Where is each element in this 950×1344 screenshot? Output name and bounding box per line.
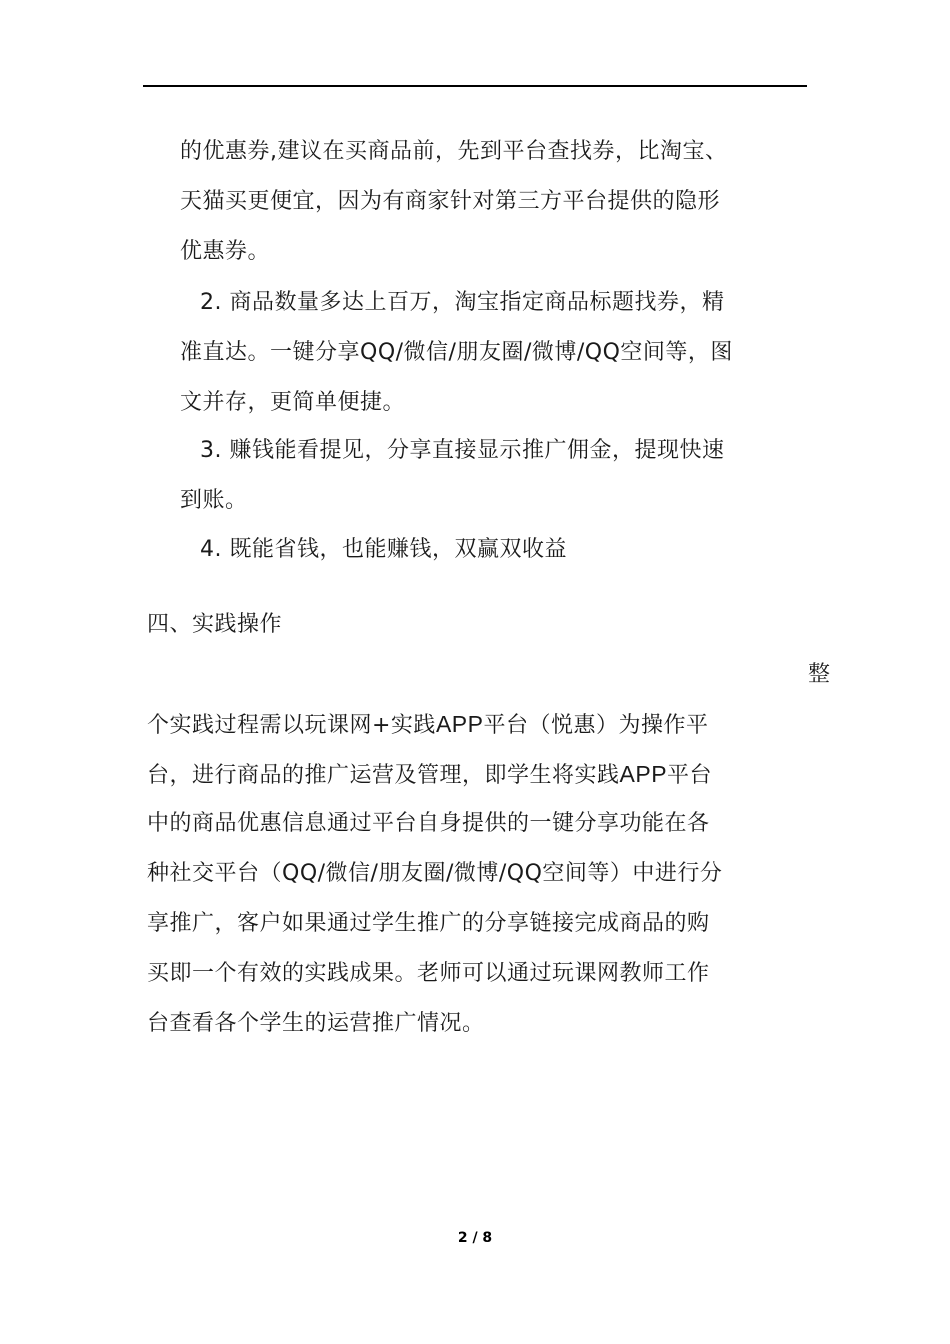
header-rule <box>143 85 807 87</box>
text-line: 的优惠券,建议在买商品前，先到平台查找券，比淘宝、 <box>180 139 728 164</box>
paragraph-segment: 平台（悦惠）为操作平 <box>483 713 709 738</box>
paragraph-line: 买即一个有效的实践成果。老师可以通过玩课网教师工作 <box>147 961 710 986</box>
paragraph-segment: 平台 <box>667 763 713 788</box>
paragraph-segment: 个实践过程需以玩课网+实践 <box>147 713 436 738</box>
paragraph-start-char: 整 <box>808 662 831 687</box>
text-line: 文并存，更简单便捷。 <box>180 390 406 415</box>
text-line: 优惠券。 <box>180 239 271 264</box>
section-heading: 四、实践操作 <box>147 612 283 637</box>
paragraph-line <box>147 709 708 741</box>
page-number: 2 / 8 <box>457 1230 493 1246</box>
app-term: APP <box>435 711 484 737</box>
paragraph-line: 种社交平台（QQ/微信/朋友圈/微博/QQ空间等）中进行分 <box>147 861 723 886</box>
paragraph-line: 中的商品优惠信息通过平台自身提供的一键分享功能在各 <box>147 811 710 836</box>
text-line: 到账。 <box>180 488 248 513</box>
list-item: 3. 赚钱能看提见，分享直接显示推广佣金，提现快速 <box>200 438 725 463</box>
paragraph-line <box>147 759 712 791</box>
text-line: 准直达。一键分享QQ/微信/朋友圈/微博/QQ空间等，图 <box>180 340 733 365</box>
app-term: APP <box>619 761 668 787</box>
paragraph-line: 享推广，客户如果通过学生推广的分享链接完成商品的购 <box>147 911 710 936</box>
list-item: 4. 既能省钱，也能赚钱，双赢双收益 <box>200 537 567 562</box>
paragraph-line: 台查看各个学生的运营推广情况。 <box>147 1011 485 1036</box>
paragraph-segment: 台，进行商品的推广运营及管理，即学生将实践 <box>147 763 620 788</box>
list-item: 2. 商品数量多达上百万，淘宝指定商品标题找券，精 <box>200 290 725 315</box>
text-line: 天猫买更便宜，因为有商家针对第三方平台提供的隐形 <box>180 189 721 214</box>
